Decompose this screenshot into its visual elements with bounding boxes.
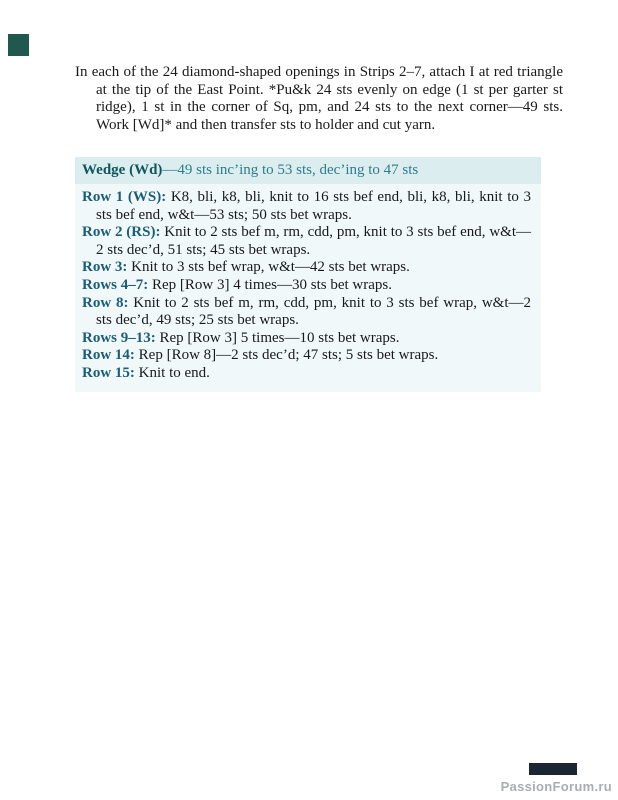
row-text: Rep [Row 3] 4 times—30 sts bet wraps.: [148, 276, 392, 293]
row-text: Knit to 3 sts bef wrap, w&t—42 sts bet wraps.: [127, 259, 410, 276]
pattern-row: [82, 189, 531, 224]
intro-paragraph: In each of the 24 diamond-shaped openings in Strips 2–7, attach I at red triangle at the tip of the East Point. *Pu&k 24 sts evenly on edge (1 st per garter st ridge), 1 st in the corner of Sq, pm, and 24 sts to the next corner—49 sts. Work [Wd]* and then transfer sts to holder and cut yarn.: [75, 64, 563, 134]
pattern-row: [82, 259, 531, 277]
pattern-row: [82, 347, 531, 365]
watermark-text: PassionForum.ru: [500, 779, 612, 794]
pattern-row: [82, 330, 531, 348]
row-text: Knit to 2 sts bef m, rm, cdd, pm, knit to 3 sts bef wrap, w&t—2 sts dec’d, 49 sts; 25 sts bet wraps.: [96, 294, 531, 329]
watermark-badge: [529, 763, 577, 775]
wedge-instructions: [75, 184, 541, 392]
row-label: Rows 9–13:: [82, 329, 156, 346]
row-label: Row 15:: [82, 364, 135, 381]
wedge-subtitle: —49 sts inc’ing to 53 sts, dec’ing to 47 sts: [162, 162, 419, 178]
row-label: Row 2 (RS):: [82, 224, 161, 241]
page-corner-marker: [8, 34, 29, 56]
row-text: K8, bli, k8, bli, knit to 16 sts bef end, bli, k8, bli, knit to 3 sts bef end, w&t—53 sts; 50 sts bet wraps.: [96, 189, 531, 223]
row-label: Row 1 (WS):: [82, 189, 167, 205]
row-text: Rep [Row 8]—2 sts dec’d; 47 sts; 5 sts bet wraps.: [134, 347, 439, 364]
wedge-header: [75, 157, 541, 184]
row-label: Row 8:: [82, 294, 129, 311]
row-text: Rep [Row 3] 5 times—10 sts bet wraps.: [155, 329, 400, 346]
row-label: Row 14:: [82, 347, 135, 364]
wedge-pattern-box: [75, 157, 541, 392]
pattern-row: [82, 277, 531, 295]
row-label: Rows 4–7:: [82, 276, 149, 293]
pattern-row: [82, 295, 531, 330]
row-text: Knit to 2 sts bef m, rm, cdd, pm, knit to 3 sts bef end, w&t—2 sts dec’d, 51 sts; 45 sts bet wraps.: [96, 224, 531, 258]
pattern-row: [82, 224, 531, 259]
row-label: Row 3:: [82, 259, 128, 276]
row-text: Knit to end.: [134, 364, 210, 381]
pattern-row: [82, 365, 531, 383]
wedge-title: Wedge (Wd): [82, 162, 163, 178]
